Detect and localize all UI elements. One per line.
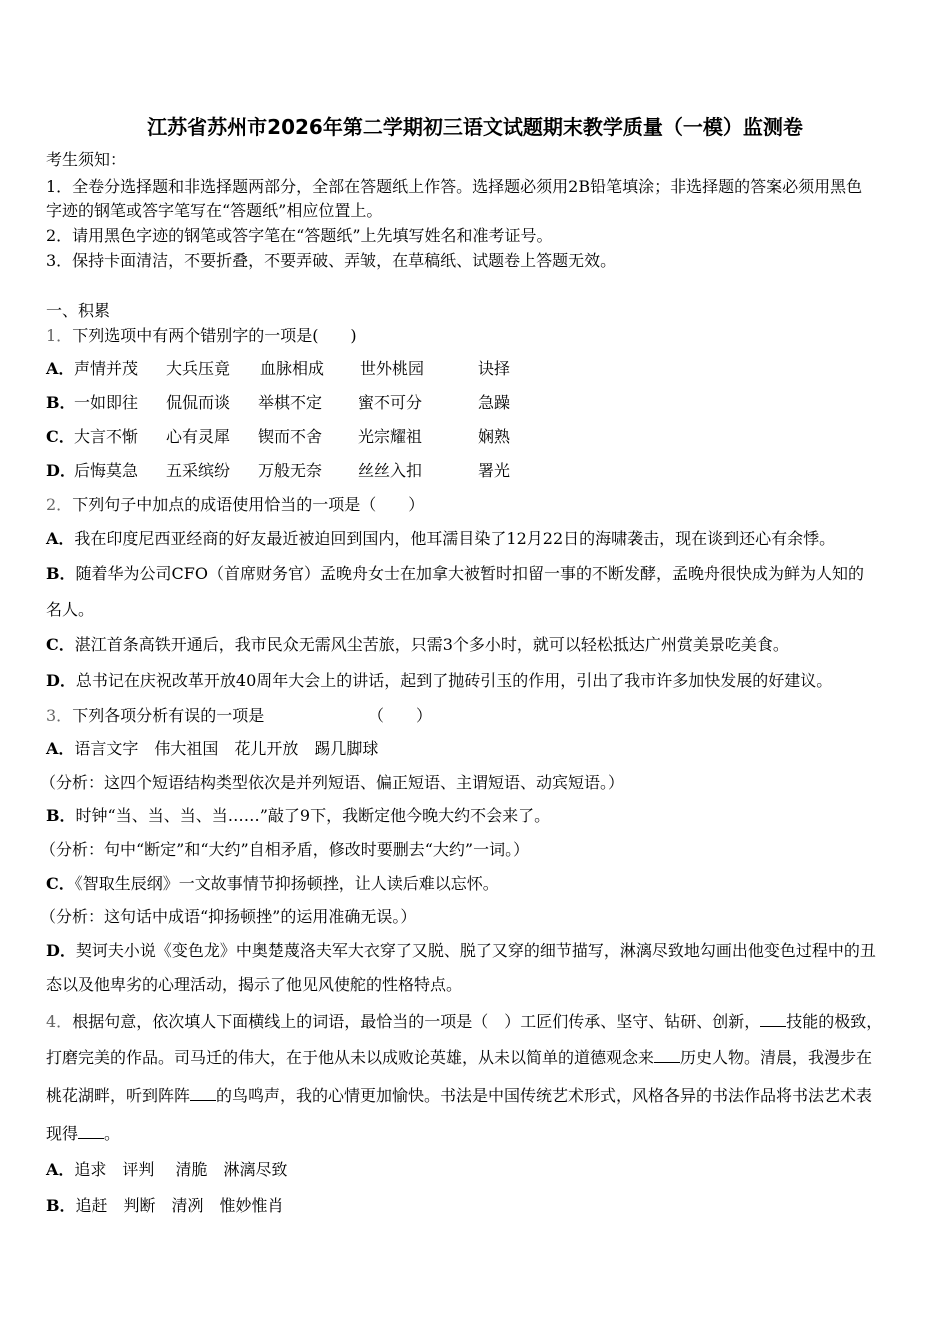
q2-option-d	[46, 671, 832, 691]
option-word: 五采缤纷	[166, 461, 231, 480]
question-3-stem	[46, 706, 433, 726]
q3-item-cont: 态以及他卑劣的心理活动，揭示了他见风使舵的性格特点。	[46, 975, 463, 994]
question-1-stem	[46, 326, 357, 346]
option-label: B．	[46, 806, 76, 825]
question-number: 4．	[46, 1012, 73, 1031]
q3-item	[46, 739, 378, 759]
answer-paren: （ ）	[368, 706, 433, 725]
q2-option-a	[46, 529, 835, 549]
option-text: 契诃夫小说《变色龙》中奥楚蔑洛夫军大衣穿了又脱、脱了又穿的细节描写，淋漓尽致地勾画出他变色过程中的丑	[75, 941, 876, 960]
option-word: 锲而不舍	[258, 427, 323, 446]
option-label: D．	[46, 941, 76, 960]
question-number: 2．	[46, 495, 73, 514]
option-word: 急躁	[478, 393, 511, 412]
notice-heading: 考生须知：	[46, 150, 127, 169]
option-word: 诀择	[478, 359, 511, 378]
question-number: 1．	[46, 326, 73, 345]
option-text: 随着华为公司CFO（首席财务官）孟晚舟女士在加拿大被暂时扣留一事的不断发酵，孟晚舟很快成为鲜为人知的	[75, 564, 864, 583]
option-word: 世外桃园	[360, 359, 425, 378]
option-label: A．	[46, 529, 75, 548]
option-word: 光宗耀祖	[358, 427, 423, 446]
option-word: 心有灵犀	[166, 427, 231, 446]
q3-item	[46, 806, 550, 826]
question-text: 下列各项分析有误的一项是	[72, 706, 265, 725]
question-text: 现得	[46, 1124, 79, 1143]
q4-option-a	[46, 1160, 288, 1180]
q3-item	[46, 941, 876, 961]
question-text: 下列句子中加点的成语使用恰当的一项是（ ）	[72, 495, 425, 514]
question-2-stem	[46, 495, 424, 515]
question-text: 历史人物。清晨，我漫步在	[680, 1048, 873, 1067]
question-text: 桃花湖畔，听到阵阵	[46, 1086, 191, 1105]
option-text: 语言文字 伟大祖国 花儿开放 踢几脚球	[74, 739, 379, 758]
q4-option-b	[46, 1196, 284, 1216]
option-word: 声情并茂	[74, 359, 139, 378]
question-text: 技能的极致，	[786, 1012, 883, 1031]
notice-line: 字迹的钢笔或答字笔写在“答题纸”相应位置上。	[46, 201, 383, 220]
fill-blank[interactable]	[760, 1012, 786, 1027]
option-label: B．	[46, 564, 76, 583]
option-word: 大言不惭	[74, 427, 139, 446]
question-4-line	[46, 1086, 872, 1106]
option-text: 总书记在庆祝改革开放40周年大会上的讲话，起到了抛砖引玉的作用，引出了我市许多加快发展的好建议。	[75, 671, 833, 690]
fill-blank[interactable]	[190, 1086, 216, 1101]
option-label: C．	[46, 427, 75, 446]
option-word: 后悔莫急	[74, 461, 139, 480]
option-label: D．	[46, 461, 76, 480]
notice-line: 2．请用黑色字迹的钢笔或答字笔在“答题纸”上先填写姓名和准考证号。	[46, 226, 553, 245]
option-label: D．	[46, 671, 76, 690]
q2-option-b-cont: 名人。	[46, 600, 95, 619]
option-label: A．	[46, 739, 75, 758]
option-word: 举棋不定	[258, 393, 323, 412]
question-4-stem	[46, 1012, 882, 1032]
option-word: 万般无奈	[258, 461, 323, 480]
option-word: 血脉相成	[260, 359, 325, 378]
option-text: 《智取生辰纲》一文故事情节抑扬顿挫，让人读后难以忘怀。	[74, 874, 499, 893]
question-4-line	[46, 1124, 120, 1144]
option-label: C．	[46, 635, 75, 654]
question-text: 的鸟鸣声，我的心情更加愉快。书法是中国传统艺术形式，风格各异的书法作品将书法艺术表	[216, 1086, 873, 1105]
option-text: 我在印度尼西亚经商的好友最近被迫回到国内，他耳濡目染了12月22日的海啸袭击，现在谈到还心有余悸。	[74, 529, 836, 548]
option-label: B．	[46, 393, 76, 412]
option-word: 大兵压竟	[166, 359, 231, 378]
option-text: 湛江首条高铁开通后，我市民众无需风尘苦旅，只需3个多小时，就可以轻松抵达广州赏美景吃美食。	[74, 635, 789, 654]
question-text: 打磨完美的作品。司马迁的伟大，在于他从未以成败论英雄，从未以简单的道德观念来	[46, 1048, 655, 1067]
question-text: 下列选项中有两个错别字的一项是( )	[72, 326, 357, 345]
option-text: 追赶 判断 清冽 惟妙惟肖	[75, 1196, 284, 1215]
option-label: A．	[46, 1160, 75, 1179]
option-label: C．	[46, 874, 75, 893]
q2-option-b	[46, 564, 864, 584]
option-text: 追求 评判 清脆 淋漓尽致	[74, 1160, 288, 1179]
q3-analysis: （分析：句中“断定”和“大约”自相矛盾，修改时要删去“大约”一词。）	[40, 840, 530, 859]
question-4-line	[46, 1048, 872, 1068]
option-word: 娴熟	[478, 427, 511, 446]
q2-option-c	[46, 635, 789, 655]
q3-analysis: （分析：这句话中成语“抑扬顿挫”的运用准确无误。）	[40, 907, 417, 926]
q3-item	[46, 874, 499, 894]
option-label: B．	[46, 1196, 76, 1215]
section-heading: 一、积累	[46, 301, 111, 320]
fill-blank[interactable]	[654, 1048, 680, 1063]
question-number: 3．	[46, 706, 73, 725]
fill-blank[interactable]	[78, 1124, 104, 1139]
notice-line: 1．全卷分选择题和非选择题两部分，全部在答题纸上作答。选择题必须用2B铅笔填涂；非选择题的答案必须用黑色	[46, 177, 863, 196]
q3-analysis: （分析：这四个短语结构类型依次是并列短语、偏正短语、主谓短语、动宾短语。）	[40, 773, 625, 792]
option-word: 侃侃而谈	[166, 393, 231, 412]
page-title: 江苏省苏州市2026年第二学期初三语文试题期末教学质量（一模）监测卷	[147, 115, 803, 139]
option-word: 一如即往	[74, 393, 139, 412]
notice-line: 3．保持卡面清洁，不要折叠，不要弄破、弄皱，在草稿纸、试题卷上答题无效。	[46, 251, 617, 270]
option-word: 蜜不可分	[358, 393, 423, 412]
option-word: 署光	[478, 461, 511, 480]
option-label: A．	[46, 359, 75, 378]
option-text: 时钟“当、当、当、当……”敲了9下，我断定他今晚大约不会来了。	[75, 806, 551, 825]
question-text: 根据句意，依次填人下面横线上的词语，最恰当的一项是（ ）工匠们传承、坚守、钻研、创新，	[72, 1012, 761, 1031]
question-text: 。	[104, 1124, 121, 1143]
option-word: 丝丝入扣	[358, 461, 423, 480]
